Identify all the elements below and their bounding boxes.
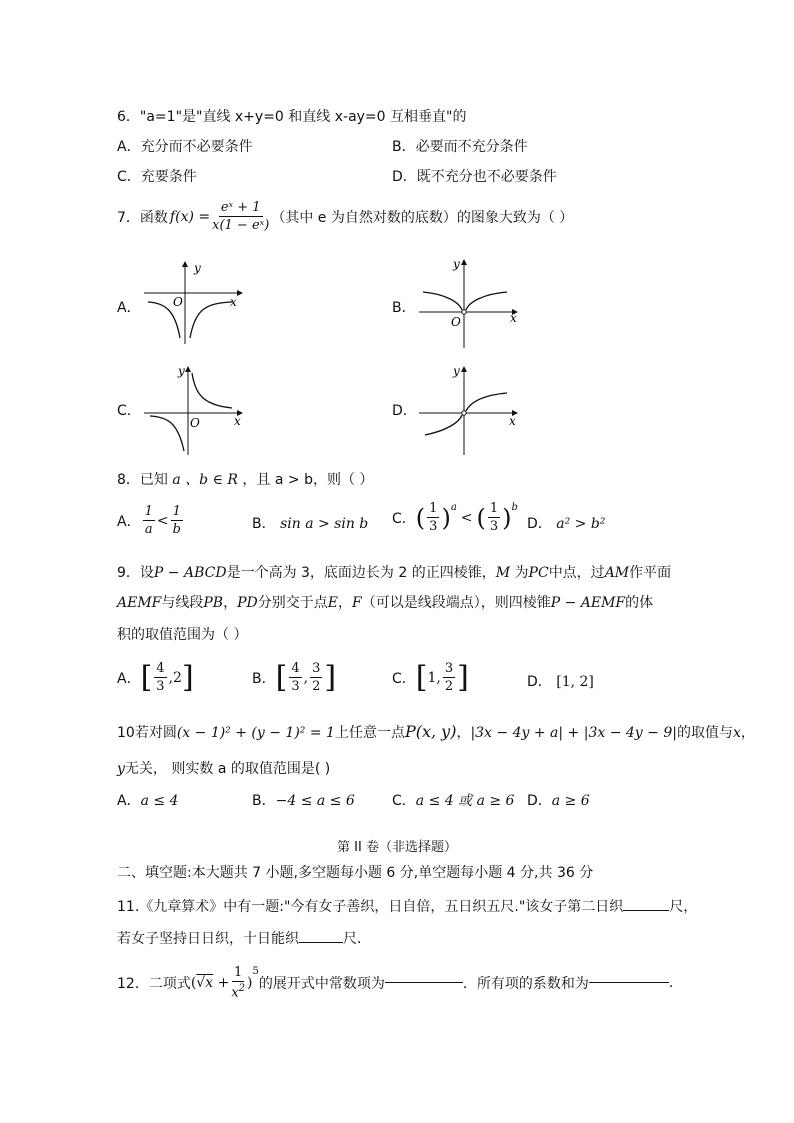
q6-option-b: B．必要而不充分条件 [392,139,528,155]
q9-option-a: A． [ $\frac{4}{3}$ ,2 ] [117,660,194,695]
q8-c-label: C． [392,510,416,527]
q7-option-b: B． [392,300,416,316]
question-10-line2: y无关， 则实数 a 的取值范围是( ) [117,761,331,777]
q11-blank-2[interactable] [299,942,343,943]
q10-option-d: D．a ≥ 6 [527,793,590,809]
q8-a-lt: < [156,512,169,529]
q8-stem-vars: a 、b ∈ R [172,472,238,488]
question-7-stem [117,201,573,232]
axis-x-label: x [509,414,516,428]
question-9-line2: AEMF与线段PB，PD分别交于点E，F（可以是线段端点），则四棱锥P − AEMF的体 [117,595,654,611]
q8-c-frac1: $\frac{1}{3}$ [429,501,438,534]
q12-binomial: ( √x + $\frac{1}{x^2}$ ) $^5$ [190,965,259,1001]
axis-y-label: y [178,364,185,378]
question-10-line1: 10若对圆(x − 1)² + (y − 1)² = 1上任意一点P(x, y)，|3x − 4y + a| + |3x − 4y − 9|的取值与x， [117,722,755,741]
curve-left [425,415,462,435]
q7-option-c: C． [117,403,141,419]
curve-right [192,373,232,408]
q8-option-a [117,505,185,536]
origin-label: O [451,315,461,329]
q8-d-expr: a² > b² [556,516,606,532]
q8-stem-prefix: 8．已知 [117,472,168,488]
q9-option-c: C． [ 1, $\frac{3}{2}$ ] [392,660,469,695]
q6-option-d: D．既不充分也不必要条件 [392,169,557,185]
q12-blank-1[interactable] [385,982,463,983]
axis-x-label: x [510,311,517,325]
q8-b-expr: sin a > sin b [280,516,369,532]
q7-option-a: A． [117,300,141,316]
question-9-line3: 积的取值范围为（ ） [117,627,248,643]
section-2-instructions: 二、填空题:本大题共 7 小题,多空题每小题 6 分,单空题每小题 4 分,共 36 分 [117,865,594,881]
question-6-stem: 6．"a=1"是"直线 x+y=0 和直线 x-ay=0 互相垂直"的 [117,109,467,125]
q10-option-c: C．a ≤ 4 或 a ≥ 6 [392,793,515,809]
q8-option-d [527,513,605,533]
question-11-line2: 若女子坚持日日织，十日能织 尺. [117,931,362,947]
q8-b-label: B． [252,516,276,532]
question-8-stem [117,469,373,489]
curve-right [466,292,507,310]
axis-y-label: y [453,364,460,378]
q8-stem-cond: ，且 a > b，则（ ） [242,472,374,488]
q7-graph-a [140,258,250,348]
q7-fraction [212,201,269,232]
origin-label: O [173,295,183,309]
curve-left [150,416,184,451]
q7-graph-b [415,256,525,352]
question-9-line1: 9．设P − ABCD是一个高为 3，底面边长为 2 的正四棱锥，M 为PC中点，过AM作平面 [117,565,672,581]
axis-x-label: x [230,295,237,309]
q8-a-label: A． [117,513,141,530]
curve-right [190,302,232,338]
q9-option-b: B． [ $\frac{4}{3}$ , $\frac{3}{2}$ ] [252,660,337,695]
q10-option-b: B．−4 ≤ a ≤ 6 [252,793,355,809]
section-2-title: 第 II 卷（非选择题） [337,840,457,855]
origin-label: O [190,416,200,430]
q6-option-a: A．充分而不必要条件 [117,139,253,155]
q8-d-label: D． [527,516,552,532]
open-point [462,310,466,314]
axis-y-label: y [453,257,460,271]
q6-option-c: C．充要条件 [117,169,197,185]
q7-numerator: eˣ + 1 [220,200,261,215]
q7-prefix: 7．函数 [117,209,168,226]
axis-y-label: y [194,261,201,275]
q10-option-a: A．a ≤ 4 [117,793,179,809]
open-point [462,411,466,415]
question-12: 12．二项式 ( √x + $\frac{1}{x^2}$ ) $^5$ 的展开式中常数项为 ．所有项的系数和为 . [117,965,674,1001]
axis-x-label: x [234,414,241,428]
q7-graph-d [415,363,525,459]
q9-option-d: D． [1, 2] [527,674,594,690]
question-11-line1: 11.《九章算术》中有一题:"今有女子善织，日自倍，五日织五尺."该女子第二日织 尺， [117,899,698,915]
curve-right [466,393,507,411]
curve-left [423,292,462,310]
q8-c-frac2: $\frac{1}{3}$ [489,501,499,534]
q8-a-frac1: $\frac{1}{a}$ [144,504,153,537]
q7-graph-c [140,363,250,459]
q8-a-frac2: $\frac{1}{b}$ [172,504,181,537]
q11-blank-1[interactable] [623,910,669,911]
q8-option-b [252,513,368,533]
q7-denominator: x(1 − eˣ) [212,218,270,233]
q12-blank-2[interactable] [589,982,669,983]
q7-func: f(x) = [169,208,211,225]
q7-suffix: （其中 e 为自然对数的底数）的图象大致为（ ） [271,209,574,226]
q7-option-d: D． [392,403,417,419]
q8-option-c: C． ( $\frac{1}{3}$ ) $^a$ < ( $\frac{1}{3}$ ) $^b$ [392,501,518,534]
